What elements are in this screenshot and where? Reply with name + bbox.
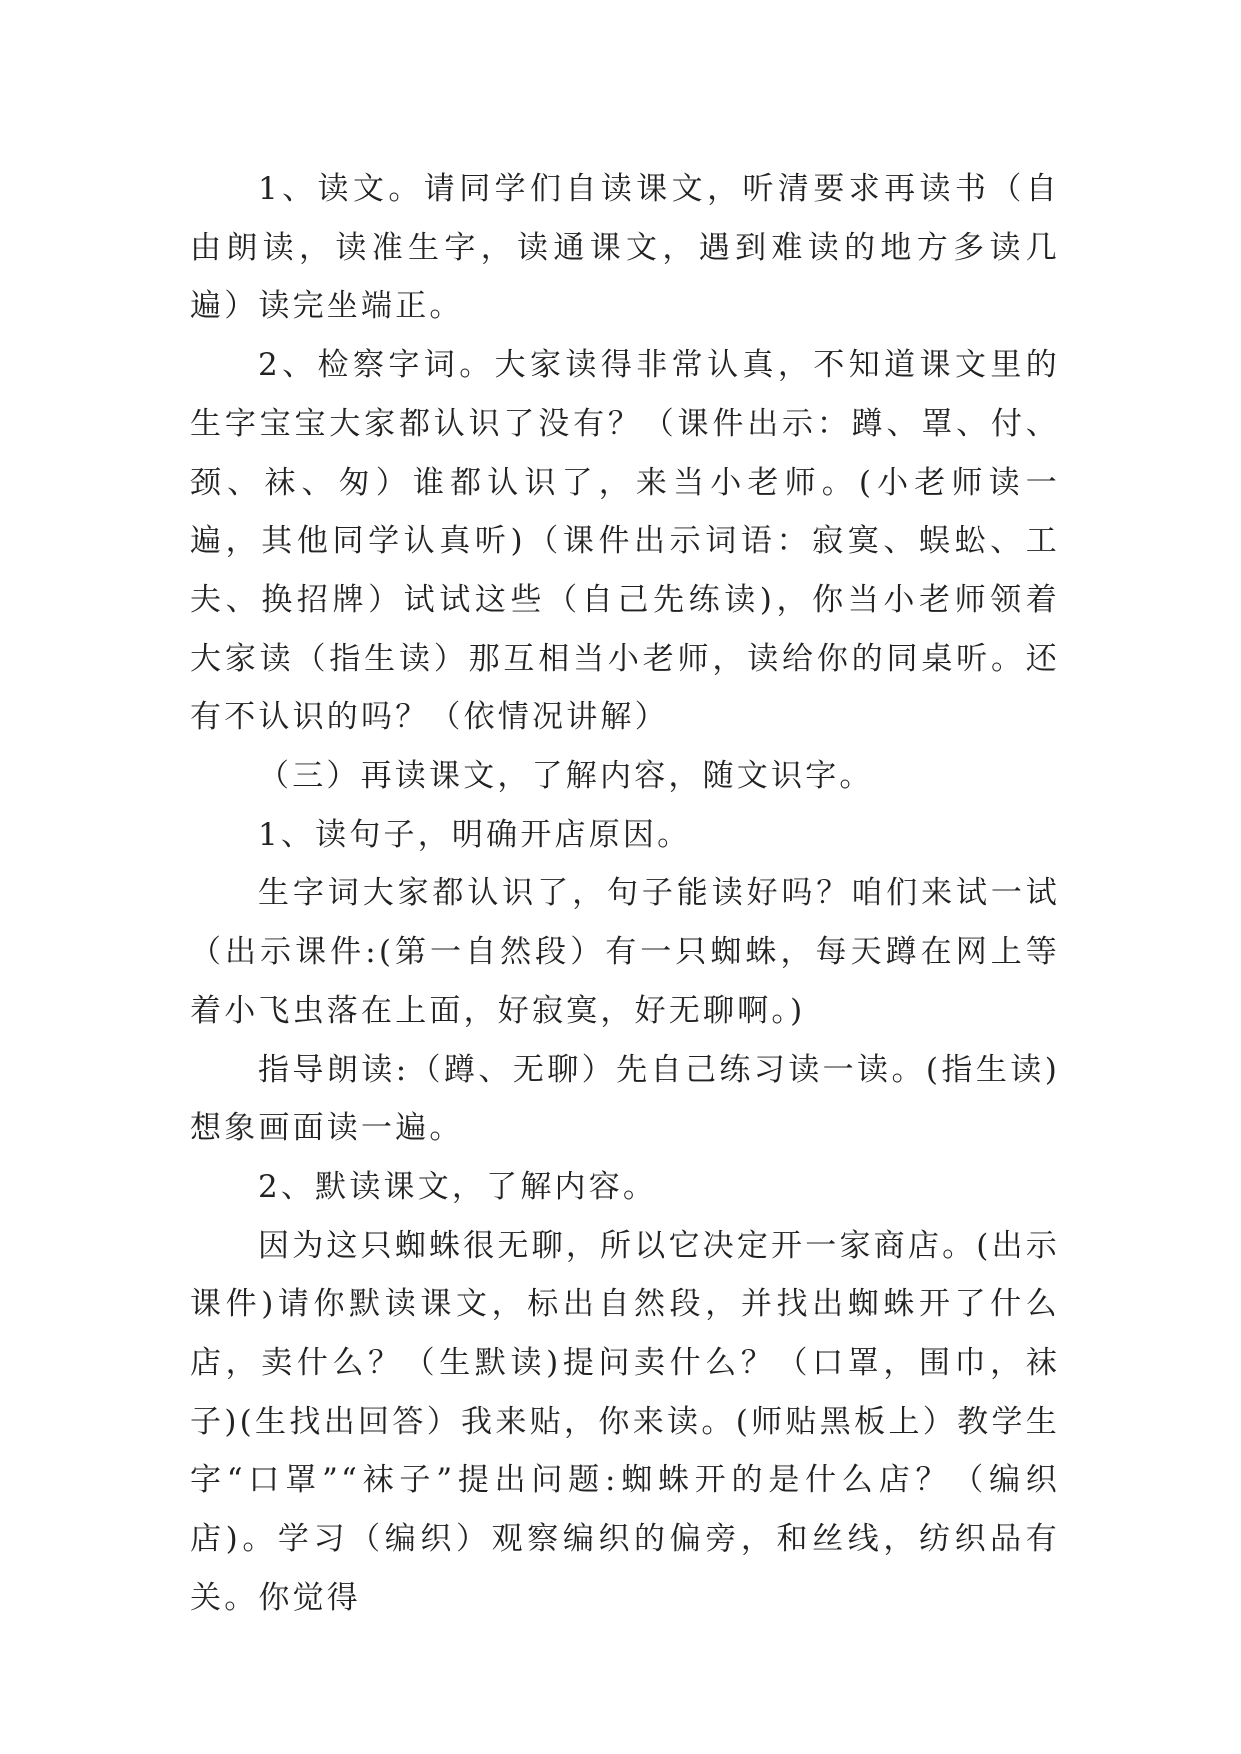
paragraph-spider-shop: 因为这只蜘蛛很无聊，所以它决定开一家商店。(出示课件)请你默读课文，标出自然段，并找出蜘蛛开了什么店，卖什么？（生默读)提问卖什么？（口罩，围巾，袜子)(生找出回答）我来贴，你来读。(师贴黑板上）教学生字“口罩”“袜子”提出问题:蜘蛛开的是什么店？（编织店)。学习（编织）观察编织的偏旁，和丝线，纺织品有关。你觉得 xyxy=(190,1227,1060,1616)
paragraph-guided-reading: 指导朗读:（蹲、无聊）先自己练习读一读。(指生读)想象画面读一遍。 xyxy=(190,1051,1060,1147)
paragraph-check-words: 2、检察字词。大家读得非常认真，不知道课文里的生字宝宝大家都认识了没有？（课件出示：蹲、罩、付、颈、袜、匆）谁都认识了，来当小老师。(小老师读一遍，其他同学认真听)（课件出示词语：寂寞、蜈蚣、工夫、换招牌）试试这些（自己先练读)，你当小老师领着大家读（指生读）那互相当小老师，读给你的同桌听。还有不认识的吗？（依情况讲解） xyxy=(190,347,1060,736)
paragraph-try-sentences: 生字词大家都认识了，句子能读好吗？咱们来试一试（出示课件:(第一自然段）有一只蜘蛛，每天蹲在网上等着小飞虫落在上面，好寂寞，好无聊啊。) xyxy=(190,875,1060,1029)
paragraph-silent-reading: 2、默读课文，了解内容。 xyxy=(258,1168,658,1205)
section-heading-reread: （三）再读课文，了解内容，随文识字。 xyxy=(258,758,874,795)
document-body xyxy=(190,160,1060,1628)
paragraph-read-text: 1、读文。请同学们自读课文，听清要求再读书（自由朗读，读准生字，读通课文，遇到难读的地方多读几遍）读完坐端正。 xyxy=(190,171,1060,325)
paragraph-read-sentences: 1、读句子，明确开店原因。 xyxy=(258,816,692,853)
